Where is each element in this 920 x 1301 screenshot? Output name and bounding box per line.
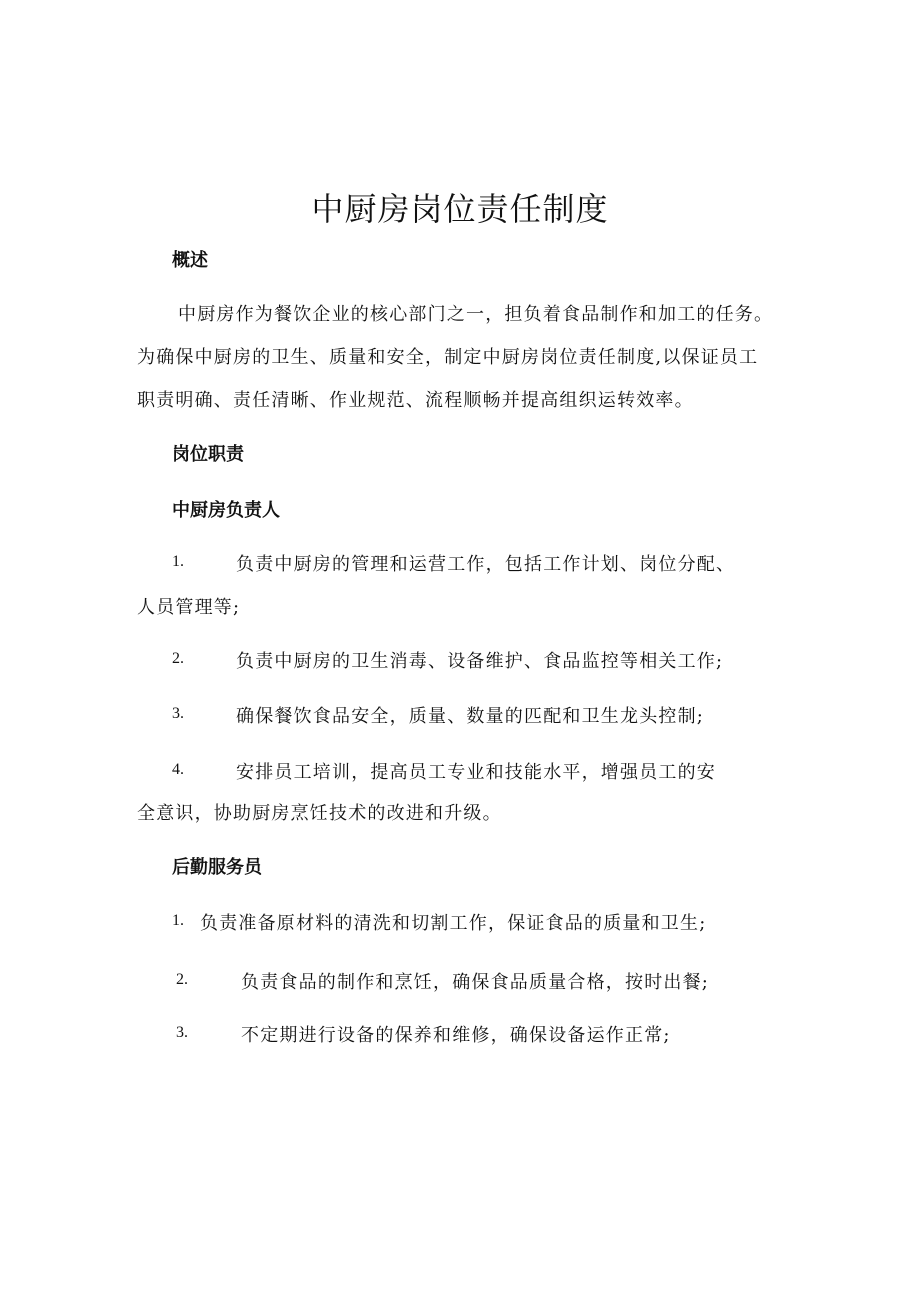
logistics-item-3-number: 3. xyxy=(176,1024,188,1041)
logistics-item-1-line-1: 负责准备原材料的清洗和切割工作，保证食品的质量和卫生; xyxy=(200,913,707,934)
head-chef-heading: 中厨房负责人 xyxy=(172,500,280,521)
head-chef-item-1-line-2: 人员管理等; xyxy=(137,597,241,618)
head-chef-item-2-number: 2. xyxy=(172,650,184,667)
head-chef-item-4-line-1: 安排员工培训，提高员工专业和技能水平，增强员工的安 xyxy=(236,762,716,783)
head-chef-item-1-number: 1. xyxy=(172,553,184,570)
head-chef-item-3-line-1: 确保餐饮食品安全，质量、数量的匹配和卫生龙头控制; xyxy=(236,706,705,727)
head-chef-item-1-line-1: 负责中厨房的管理和运营工作，包括工作计划、岗位分配、 xyxy=(236,554,736,575)
head-chef-item-4-line-2: 全意识，协助厨房烹饪技术的改进和升级。 xyxy=(137,803,502,824)
document-title: 中厨房岗位责任制度 xyxy=(311,190,609,228)
overview-heading: 概述 xyxy=(172,250,208,271)
head-chef-item-2-line-1: 负责中厨房的卫生消毒、设备维护、食品监控等相关工作; xyxy=(236,651,724,672)
logistics-item-3-line-1: 不定期进行设备的保养和维修，确保设备运作正常; xyxy=(241,1025,671,1046)
head-chef-item-3-number: 3. xyxy=(172,705,184,722)
logistics-item-2-line-1: 负责食品的制作和烹饪，确保食品质量合格，按时出餐; xyxy=(241,972,710,993)
duties-heading: 岗位职责 xyxy=(172,444,244,465)
head-chef-item-4-number: 4. xyxy=(172,761,184,778)
overview-line-1: 中厨房作为餐饮企业的核心部门之一，担负着食品制作和加工的任务。 xyxy=(178,304,774,325)
logistics-item-2-number: 2. xyxy=(176,971,188,988)
logistics-item-1-number: 1. xyxy=(172,912,184,929)
overview-line-2: 为确保中厨房的卫生、质量和安全，制定中厨房岗位责任制度,以保证员工 xyxy=(137,347,759,368)
overview-line-3: 职责明确、责任清晰、作业规范、流程顺畅并提高组织运转效率。 xyxy=(137,390,694,411)
logistics-heading: 后勤服务员 xyxy=(172,857,262,878)
